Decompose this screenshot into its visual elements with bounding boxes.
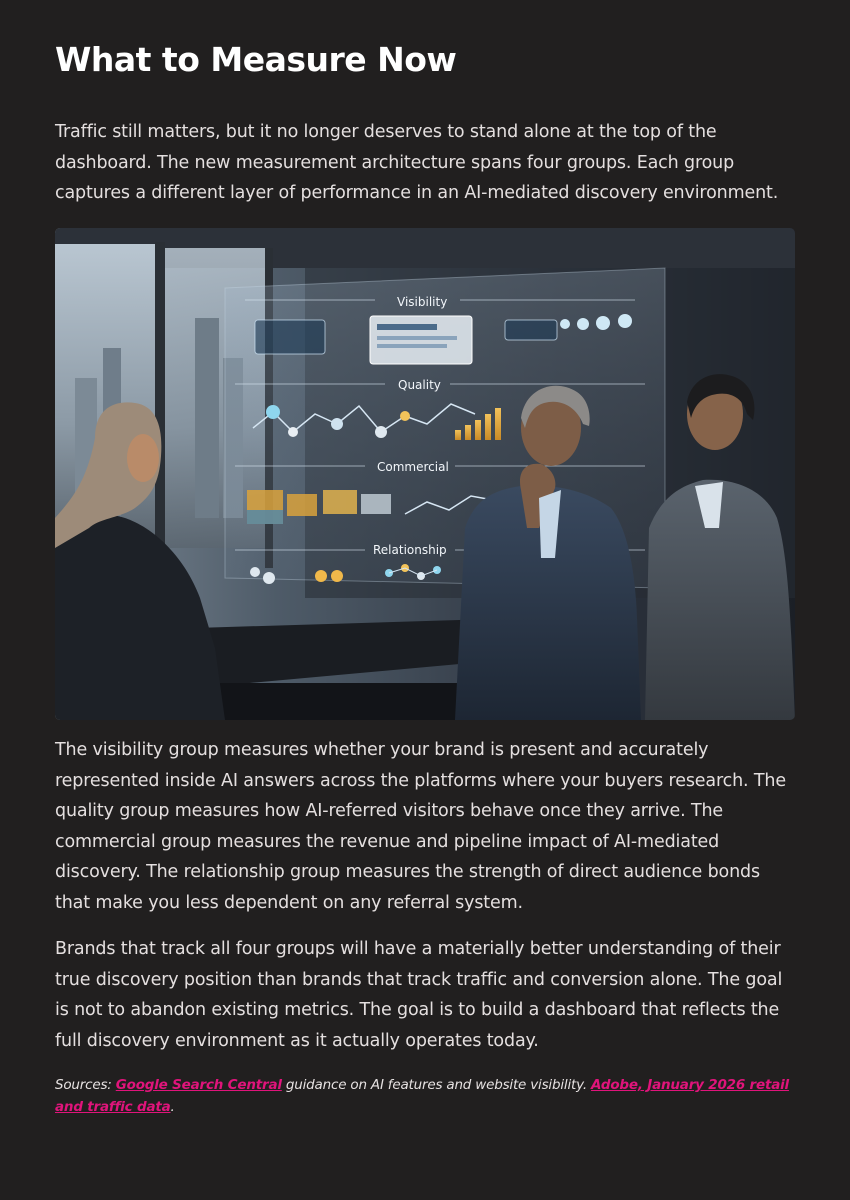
intro-paragraph: Traffic still matters, but it no longer deserves to stand alone at the top of the dashboard. The new measurement architecture spans four groups. Each group captures a different layer of performance in an AI-mediated discovery environment. <box>55 122 779 204</box>
quality-label: Quality <box>398 378 441 392</box>
illustration-scene <box>55 228 795 720</box>
commercial-label: Commercial <box>377 460 449 474</box>
google-search-central-link[interactable]: Google Search Central <box>115 1077 282 1093</box>
relationship-label: Relationship <box>373 543 447 557</box>
sources-suffix: . <box>170 1099 175 1115</box>
page-title: What to Measure Now <box>55 40 457 79</box>
article-illustration <box>55 228 795 720</box>
adobe-data-link[interactable]: Adobe, January 2026 retail and traffic data <box>55 1077 789 1115</box>
visibility-label: Visibility <box>397 295 448 309</box>
sources-prefix: Sources: <box>55 1077 116 1093</box>
body-paragraph-1: The visibility group measures whether your brand is present and accurately represented inside AI answers across the platforms where your buyers research. The quality group measures how AI-referred visitors behave once they arrive. The commercial group measures the revenue and pipeline impact of AI-mediated discovery. The relationship group measures the strength of direct audience bonds that make you less dependent on any referral system. <box>55 740 786 913</box>
sources-note <box>55 1074 795 1118</box>
sources-middle-text: guidance on AI features and website visibility. <box>281 1077 592 1093</box>
body-paragraph-2: Brands that track all four groups will have a materially better understanding of their true discovery position than brands that track traffic and conversion alone. The goal is not to abandon existing metrics. The goal is to build a dashboard that reflects the full discovery environment as it actually operates today. <box>55 939 783 1051</box>
